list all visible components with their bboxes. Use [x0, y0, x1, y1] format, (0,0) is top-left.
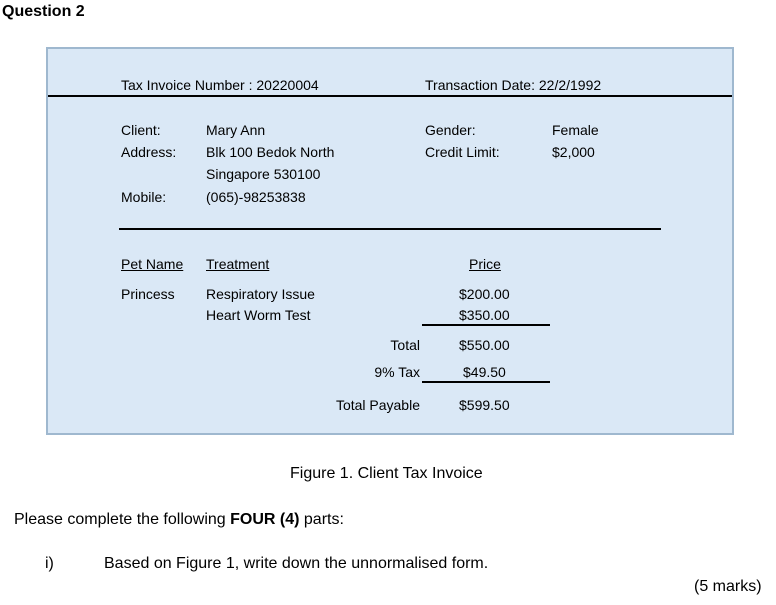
client-label: Client: — [121, 122, 161, 138]
mobile-value: (065)-98253838 — [206, 189, 306, 205]
part-number: i) — [45, 555, 54, 572]
treatment-item-2: Heart Worm Test — [206, 307, 311, 323]
address-line-1: Blk 100 Bedok North — [206, 144, 335, 160]
price-header: Price — [469, 256, 501, 272]
price-item-1: $200.00 — [459, 286, 510, 302]
tax-label: 9% Tax — [374, 364, 420, 380]
transaction-date: Transaction Date: 22/2/1992 — [425, 77, 602, 93]
credit-limit-label: Credit Limit: — [425, 144, 500, 160]
question-title: Question 2 — [2, 3, 85, 20]
treatment-item-1: Respiratory Issue — [206, 286, 315, 302]
mobile-label: Mobile: — [121, 189, 167, 205]
credit-limit-value: $2,000 — [552, 144, 595, 160]
subtotal-rule — [422, 324, 550, 326]
instructions-count: FOUR (4) — [230, 511, 300, 528]
total-label: Total — [390, 337, 420, 353]
client-value: Mary Ann — [206, 122, 266, 138]
pet-name-header: Pet Name — [121, 256, 184, 272]
gender-value: Female — [552, 122, 599, 138]
tax-invoice-number: Tax Invoice Number : 20220004 — [121, 77, 319, 93]
address-line-2: Singapore 530100 — [206, 166, 321, 182]
gender-label: Gender: — [425, 122, 476, 138]
instructions-prefix: Please complete the following — [14, 511, 231, 528]
part-text: Based on Figure 1, write down the unnormalised form. — [104, 555, 489, 572]
tax-value: $49.50 — [463, 364, 506, 380]
tax-rule — [422, 381, 550, 383]
part-marks: (5 marks) — [694, 578, 762, 595]
figure-caption: Figure 1. Client Tax Invoice — [290, 465, 483, 482]
instructions-suffix: parts: — [299, 511, 344, 528]
address-label: Address: — [121, 144, 177, 160]
instructions — [14, 511, 344, 529]
section-divider — [119, 228, 661, 230]
treatment-header: Treatment — [206, 256, 270, 272]
total-payable-label: Total Payable — [335, 397, 420, 413]
pet-name-value: Princess — [121, 286, 175, 302]
tax-invoice-figure — [46, 47, 734, 435]
header-divider — [48, 95, 732, 97]
total-payable-value: $599.50 — [459, 397, 510, 413]
price-item-2: $350.00 — [459, 307, 510, 323]
total-value: $550.00 — [459, 337, 510, 353]
